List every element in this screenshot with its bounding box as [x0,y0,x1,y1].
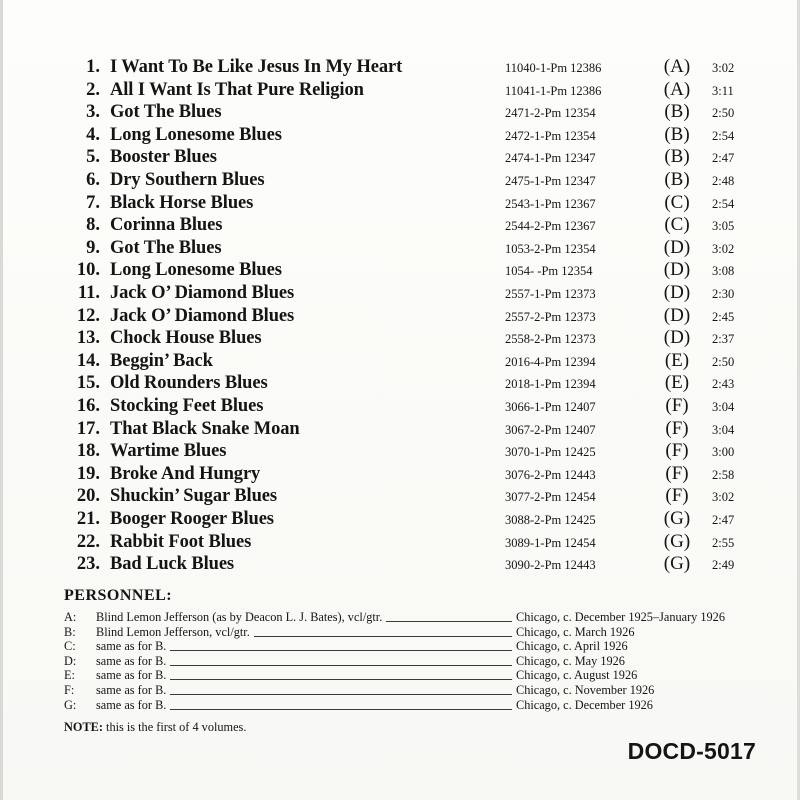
track-duration: 3:04 [712,422,735,437]
track-session-letter: (A) [663,56,691,77]
track-matrix-number: 3076-2-Pm 12443 [505,467,596,482]
track-row [0,418,800,441]
track-duration: 3:04 [712,400,735,414]
personnel-row [0,610,800,625]
track-session-letter: (D) [663,236,691,258]
track-title: Beggin’ Back [110,350,213,371]
track-title: Long Lonesome Blues [110,260,282,281]
track-number: 8. [86,215,100,236]
personnel-place-date: Chicago, c. December 1925–January 1926 [516,610,725,624]
track-row [0,146,800,169]
personnel-place-date: Chicago, c. August 1926 [516,668,638,683]
track-row [0,79,800,102]
track-duration: 2:58 [712,467,735,482]
track-title: Corinna Blues [110,215,223,236]
track-row [0,553,800,576]
personnel-session-letter: D: [64,653,77,668]
track-title: Got The Blues [110,237,222,258]
track-session-letter: (B) [664,169,690,190]
track-duration: 2:55 [712,535,735,550]
track-title: Long Lonesome Blues [110,124,282,145]
personnel-description: same as for B. [96,653,167,668]
personnel-description: Blind Lemon Jefferson (as by Deacon L. J. Bates), vcl/gtr. [96,610,383,624]
track-session-letter: (G) [663,530,691,552]
track-matrix-number: 2557-2-Pm 12373 [505,309,596,324]
track-session-letter: (D) [663,282,691,303]
track-matrix-number: 2558-2-Pm 12373 [505,332,596,347]
track-duration: 3:11 [712,83,734,98]
leader-line [170,665,512,666]
track-row [0,192,800,215]
track-title: Shuckin’ Sugar Blues [110,486,277,507]
track-matrix-number: 2016-4-Pm 12394 [505,354,596,369]
personnel-row [0,654,800,669]
track-number: 9. [86,237,100,258]
track-title: Booster Blues [110,147,217,168]
track-title: Dry Southern Blues [110,170,265,190]
track-session-letter: (E) [664,349,690,371]
track-title: Black Horse Blues [110,192,254,213]
track-row [0,508,800,531]
track-duration: 2:43 [712,377,735,392]
track-session-letter: (F) [665,417,689,439]
personnel-session-letter: G: [64,697,77,712]
leader-line [170,694,512,695]
track-matrix-number: 2471-2-Pm 12354 [505,106,596,121]
track-number: 22. [76,531,100,552]
track-duration: 3:00 [712,445,735,460]
track-duration: 2:37 [712,332,735,347]
track-number: 18. [76,441,100,462]
track-session-letter: (C) [664,191,690,213]
personnel-row [0,698,800,713]
track-title: Rabbit Foot Blues [110,531,252,552]
track-number: 1. [86,57,100,77]
track-row [0,485,800,508]
track-session-letter: (D) [663,327,691,349]
track-matrix-number: 2474-1-Pm 12347 [505,151,596,166]
track-duration: 2:49 [712,558,735,573]
track-title: Bad Luck Blues [110,554,235,575]
leader-line [386,621,512,622]
track-number: 13. [76,328,100,349]
track-session-letter: (E) [664,372,690,394]
track-row [0,531,800,554]
leader-line [170,650,512,651]
note [64,720,246,735]
note-label: NOTE: [64,720,103,734]
track-row [0,101,800,124]
track-session-letter: (G) [663,508,691,529]
personnel-place-date: Chicago, c. March 1926 [516,624,635,639]
track-number: 19. [76,463,100,484]
track-duration: 2:54 [712,128,735,143]
catalog-number: DOCD-5017 [627,738,756,764]
personnel-row [0,639,800,654]
track-title: All I Want Is That Pure Religion [110,79,364,100]
track-matrix-number: 11040-1-Pm 12386 [505,61,602,75]
track-matrix-number: 3077-2-Pm 12454 [505,490,596,505]
track-number: 6. [86,170,100,190]
track-matrix-number: 3090-2-Pm 12443 [505,558,596,573]
track-row [0,305,800,328]
track-row [0,169,800,192]
track-number: 20. [76,486,100,507]
track-session-letter: (A) [663,78,691,100]
track-title: Jack O’ Diamond Blues [110,305,295,326]
track-number: 11. [77,283,100,303]
track-matrix-number: 2557-1-Pm 12373 [505,287,596,301]
track-duration: 3:02 [712,490,735,505]
personnel-session-letter: C: [64,639,76,654]
track-duration: 3:02 [712,61,735,75]
personnel-row [0,668,800,683]
track-number: 5. [86,147,100,168]
track-title: Broke And Hungry [110,463,261,484]
track-matrix-number: 2544-2-Pm 12367 [505,219,596,234]
track-matrix-number: 3088-2-Pm 12425 [505,513,596,527]
track-row [0,395,800,418]
track-matrix-number: 3089-1-Pm 12454 [505,535,596,550]
track-duration: 2:48 [712,174,735,188]
track-session-letter: (F) [665,395,689,416]
personnel-heading: PERSONNEL: [64,587,173,604]
personnel-session-letter: F: [64,683,75,697]
track-title: That Black Snake Moan [110,418,300,439]
track-duration: 2:50 [712,106,735,121]
note-text: this is the first of 4 volumes. [102,720,247,734]
track-number: 14. [76,350,100,371]
track-session-letter: (F) [665,462,689,484]
track-session-letter: (B) [664,123,690,145]
track-title: Wartime Blues [110,441,227,462]
track-duration: 3:08 [712,264,735,279]
personnel-session-letter: E: [64,668,75,683]
track-duration: 2:30 [712,287,735,301]
track-matrix-number: 2472-1-Pm 12354 [505,128,596,143]
personnel-description: same as for B. [96,639,167,654]
track-duration: 3:02 [712,241,735,256]
track-title: Chock House Blues [110,328,262,349]
track-session-letter: (B) [664,101,690,123]
track-session-letter: (C) [664,214,690,236]
personnel-row [0,625,800,640]
track-number: 23. [76,554,100,575]
personnel-description: same as for B. [96,668,167,683]
leader-line [170,679,512,680]
personnel-description: same as for B. [96,683,167,697]
track-title: Stocking Feet Blues [110,396,264,416]
track-title: Old Rounders Blues [110,373,268,394]
track-matrix-number: 3067-2-Pm 12407 [505,422,596,437]
track-number: 16. [76,396,100,416]
track-session-letter: (B) [664,146,690,168]
track-duration: 2:45 [712,309,735,324]
track-number: 12. [76,305,100,326]
personnel-place-date: Chicago, c. December 1926 [516,697,653,712]
track-title: Booger Rooger Blues [110,509,274,529]
track-row [0,214,800,237]
track-row [0,237,800,260]
track-title: Jack O’ Diamond Blues [110,283,295,303]
track-duration: 2:47 [712,151,735,166]
track-row [0,440,800,463]
track-number: 4. [86,124,100,145]
track-title: Got The Blues [110,102,222,123]
track-duration: 3:05 [712,219,735,234]
track-duration: 2:54 [712,196,735,211]
track-row [0,372,800,395]
track-row [0,282,800,305]
track-matrix-number: 3070-1-Pm 12425 [505,445,596,460]
personnel-session-letter: B: [64,624,76,639]
track-matrix-number: 1053-2-Pm 12354 [505,241,596,256]
track-row [0,56,800,79]
track-number: 21. [76,509,100,529]
personnel-place-date: Chicago, c. November 1926 [516,683,655,697]
track-matrix-number: 3066-1-Pm 12407 [505,400,596,414]
track-row [0,259,800,282]
track-row [0,463,800,486]
personnel-session-letter: A: [64,610,77,624]
track-matrix-number: 1054- -Pm 12354 [505,264,593,279]
track-number: 2. [86,79,100,100]
track-matrix-number: 2018-1-Pm 12394 [505,377,596,392]
track-duration: 2:50 [712,354,735,369]
personnel-description: Blind Lemon Jefferson, vcl/gtr. [96,624,250,639]
track-number: 10. [76,260,100,281]
personnel-place-date: Chicago, c. May 1926 [516,653,625,668]
track-session-letter: (G) [663,553,691,575]
track-number: 7. [86,192,100,213]
track-number: 15. [76,373,100,394]
track-title: I Want To Be Like Jesus In My Heart [110,57,403,77]
track-matrix-number: 2543-1-Pm 12367 [505,196,596,211]
track-session-letter: (F) [665,440,689,462]
track-row [0,124,800,147]
track-row [0,327,800,350]
track-matrix-number: 11041-1-Pm 12386 [505,83,602,98]
leader-line [170,709,512,710]
track-matrix-number: 2475-1-Pm 12347 [505,174,596,188]
leader-line [254,636,512,637]
track-number: 17. [76,418,100,439]
track-session-letter: (D) [663,259,691,281]
track-number: 3. [86,102,100,123]
track-session-letter: (D) [663,304,691,326]
track-row [0,350,800,373]
personnel-row [0,683,800,698]
track-duration: 2:47 [712,513,735,527]
track-session-letter: (F) [665,485,689,507]
personnel-description: same as for B. [96,697,167,712]
personnel-place-date: Chicago, c. April 1926 [516,639,628,654]
